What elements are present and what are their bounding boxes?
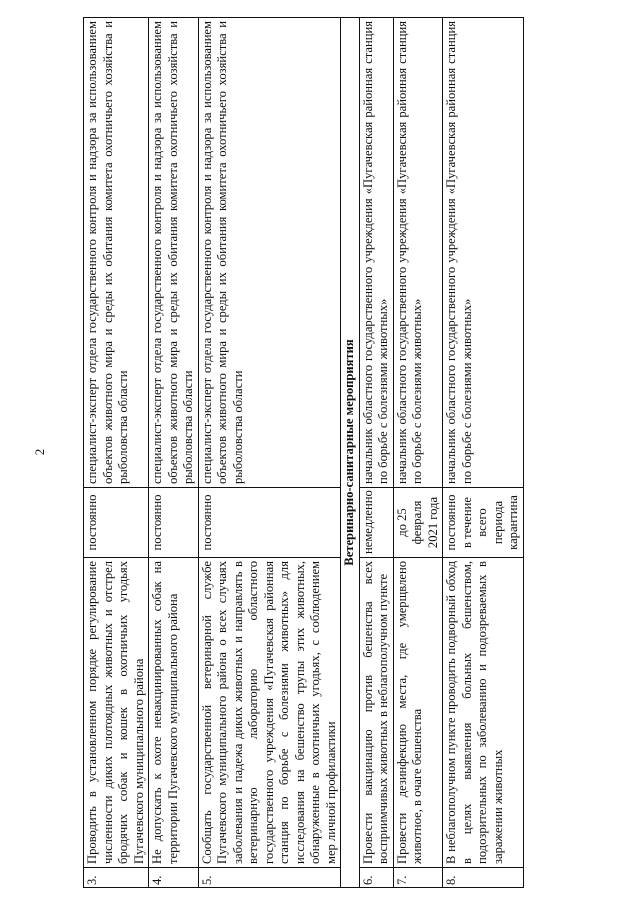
- row-responsible: начальник областного государственного учреждения «Пугачевская районная станция по борьбе с болезнями животных»: [443, 18, 524, 488]
- row-responsible: специалист-эксперт отдела государственного контроля и надзора за использованием объектов животного мира и среды их обитания комитета охотничьего хозяйства и рыболовства области: [84, 18, 149, 488]
- row-responsible: специалист-эксперт отдела государственного контроля и надзора за использованием объектов животного мира и среды их обитания комитета охотничьего хозяйства и рыболовства области: [149, 18, 199, 488]
- row-date: постоянно: [198, 488, 341, 558]
- row-date: до 25 февраля 2021 года: [393, 488, 443, 558]
- row-number: 6.: [359, 868, 393, 888]
- table-row: [149, 18, 199, 888]
- row-action: Провести вакцинацию против бешенства всех восприимчивых животных в неблагополучном пункте: [359, 558, 393, 868]
- row-date: постоянно: [84, 488, 149, 558]
- table-row: [393, 18, 443, 888]
- row-number: 3.: [84, 868, 149, 888]
- section-row: [341, 18, 360, 888]
- row-action: Сообщать государственной ветеринарной службе Пугачевского муниципального района о всех случаях заболевания и падежа диких животных и направлять в ветеринарную лабораторию областного государственного учреждения «Пугачевская районная станция по борьбе с болезнями животных» для исследования на бешенство трупы этих животных, обнаруженные в охотничьих угодьях, с соблюдением мер личной профилактики: [198, 558, 341, 868]
- row-date: постоянно в течение всего периода карантина: [443, 488, 524, 558]
- row-responsible: начальник областного государственного учреждения «Пугачевская районная станция по борьбе с болезнями животных»: [393, 18, 443, 488]
- row-action: Проводить в установленном порядке регулирование численности диких плотоядных животных и отстрел бродячих собак и кошек в охотничьих угодьях Пугачевского муниципального района: [84, 558, 149, 868]
- rotated-table-wrapper: [83, 18, 543, 888]
- row-responsible: начальник областного государственного учреждения «Пугачевская районная станция по борьбе с болезнями животных»: [359, 18, 393, 488]
- row-number: 4.: [149, 868, 199, 888]
- table-row: [198, 18, 341, 888]
- section-header: Ветеринарно-санитарные мероприятия: [341, 18, 360, 888]
- table-row: [443, 18, 524, 888]
- page-number: 2: [32, 448, 47, 456]
- table-row: [359, 18, 393, 888]
- row-action: В неблагополучном пункте проводить подворный обход в целях выявления больных бешенством, подозрительных по заболеванию и подозреваемых в заражении животных: [443, 558, 524, 868]
- row-action: Провести дезинфекцию места, где умерщвлено животное, в очаге бешенства: [393, 558, 443, 868]
- row-number: 7.: [393, 868, 443, 888]
- row-responsible: специалист-эксперт отдела государственного контроля и надзора за использованием объектов животного мира и среды их обитания комитета охотничьего хозяйства и рыболовства области: [198, 18, 341, 488]
- row-number: 8.: [443, 868, 524, 888]
- row-date: постоянно: [149, 488, 199, 558]
- row-action: Не допускать к охоте невакцинированных собак на территории Пугачевского муниципального района: [149, 558, 199, 868]
- row-date: немедленно: [359, 488, 393, 558]
- measures-table: [83, 17, 524, 888]
- row-number: 5.: [198, 868, 341, 888]
- table-row: [84, 18, 149, 888]
